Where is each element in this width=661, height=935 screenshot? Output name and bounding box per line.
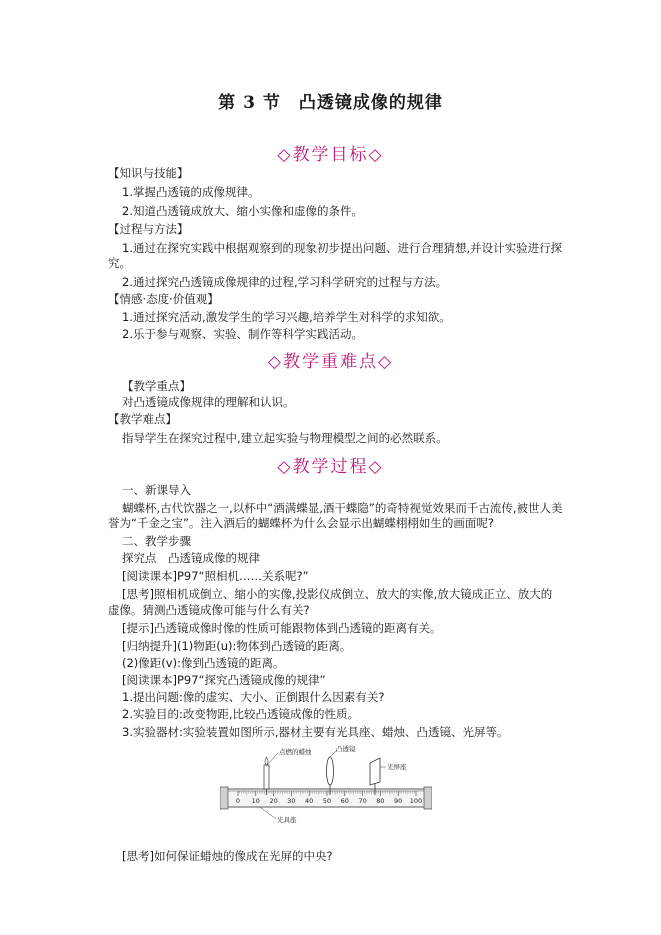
difficulty-text: 指导学生在探究过程中,建立起实验与物理模型之间的必然联系。 bbox=[122, 431, 448, 445]
explore-point: 探究点 凸透镜成像的规律 bbox=[122, 551, 260, 565]
scale-label: 50 bbox=[322, 797, 332, 805]
scale-label: 70 bbox=[358, 797, 367, 805]
scale-label: 20 bbox=[269, 797, 278, 805]
scale-label: 10 bbox=[251, 797, 260, 805]
process-item-2: 2.通过探究凸透镜成像规律的过程,学习科学研究的过程与方法。 bbox=[122, 275, 448, 289]
scale-label: 60 bbox=[340, 797, 349, 805]
label-candle: 点燃的蜡烛 bbox=[279, 748, 312, 756]
bench-right-end bbox=[424, 787, 432, 809]
emotion-item-2: 2.乐于参与观察、实验、制作等科学实践活动。 bbox=[122, 327, 363, 341]
optical-bench-diagram bbox=[220, 745, 432, 825]
process-heading: 【过程与方法】 bbox=[108, 222, 189, 236]
summary-2: (2)像距(v):像到凸透镜的距离。 bbox=[122, 656, 285, 670]
knowledge-item-2: 2.知道凸透镜成放大、缩小实像和虚像的条件。 bbox=[122, 204, 363, 218]
think-1-line-2: 虚像。猜测凸透镜成像可能与什么有关? bbox=[108, 603, 310, 617]
scale-label: 100 bbox=[409, 797, 423, 805]
read-textbook-1: [阅读课本]P97“照相机……关系呢?” bbox=[122, 569, 309, 583]
process-item-1: 1.通过在探究实践中根据观察到的现象初步提出问题、进行合理猜想,并设计实验进行探 bbox=[122, 241, 563, 255]
difficulty-heading: 【教学难点】 bbox=[108, 412, 177, 426]
question-2: 2.实验目的:改变物距,比较凸透镜成像的性质。 bbox=[122, 707, 359, 721]
intro-heading: 一、新课导入 bbox=[122, 483, 191, 497]
knowledge-item-1: 1.掌握凸透镜的成像规律。 bbox=[122, 185, 260, 199]
scale-label: 30 bbox=[287, 797, 296, 805]
focus-text: 对凸透镜成像规律的理解和认识。 bbox=[122, 395, 295, 409]
scale-label: 40 bbox=[305, 797, 314, 805]
scale-label: 90 bbox=[394, 797, 403, 805]
label-lens: 凸透镜 bbox=[336, 745, 356, 753]
scale-label: 0 bbox=[235, 797, 241, 805]
label-screen: 光屏座 bbox=[387, 763, 407, 771]
intro-line-1: 蝴蝶杯,古代饮器之一,以杯中“酒满蝶显,酒干蝶隐”的奇特视觉效果而千古流传,被世人美 bbox=[122, 501, 563, 515]
intro-line-2: 誉为“千金之宝”。注入酒后的蝴蝶杯为什么会显示出蝴蝶栩栩如生的画面呢? bbox=[108, 516, 495, 530]
question-1: 1.提出问题:像的虚实、大小、正倒跟什么因素有关? bbox=[122, 690, 385, 704]
label-bench: 光具座 bbox=[277, 816, 297, 824]
steps-heading: 二、教学步骤 bbox=[122, 534, 191, 548]
think-2: [思考]如何保证蜡烛的像成在光屏的中央? bbox=[122, 849, 333, 863]
candle-icon bbox=[264, 757, 269, 789]
section-key-points: ◇教学重难点◇ bbox=[267, 352, 394, 372]
section-goals: ◇教学目标◇ bbox=[277, 145, 384, 165]
hint: [提示]凸透镜成像时像的性质可能跟物体到凸透镜的距离有关。 bbox=[122, 621, 442, 635]
page-title: 第 3 节 凸透镜成像的规律 bbox=[218, 93, 443, 113]
emotion-heading: 【情感·态度·价值观】 bbox=[108, 292, 219, 306]
focus-heading: 【教学重点】 bbox=[122, 379, 191, 393]
process-item-1-cont: 究。 bbox=[108, 256, 131, 270]
bench-left-end bbox=[220, 787, 228, 809]
scale-label: 80 bbox=[376, 797, 385, 805]
knowledge-heading: 【知识与技能】 bbox=[108, 166, 189, 180]
section-process: ◇教学过程◇ bbox=[277, 457, 384, 477]
question-3: 3.实验器材:实验装置如图所示,器材主要有光具座、蜡烛、凸透镜、光屏等。 bbox=[122, 725, 509, 739]
think-1-line-1: [思考]照相机成倒立、缩小的实像,投影仪成倒立、放大的实像,放大镜成正立、放大的 bbox=[122, 587, 553, 601]
read-textbook-2: [阅读课本]P97“探究凸透镜成像的规律” bbox=[122, 673, 326, 687]
emotion-item-1: 1.通过探究活动,激发学生的学习兴趣,培养学生对科学的求知欲。 bbox=[122, 310, 451, 324]
summary-1: [归纳提升](1)物距(u):物体到凸透镜的距离。 bbox=[122, 639, 352, 653]
